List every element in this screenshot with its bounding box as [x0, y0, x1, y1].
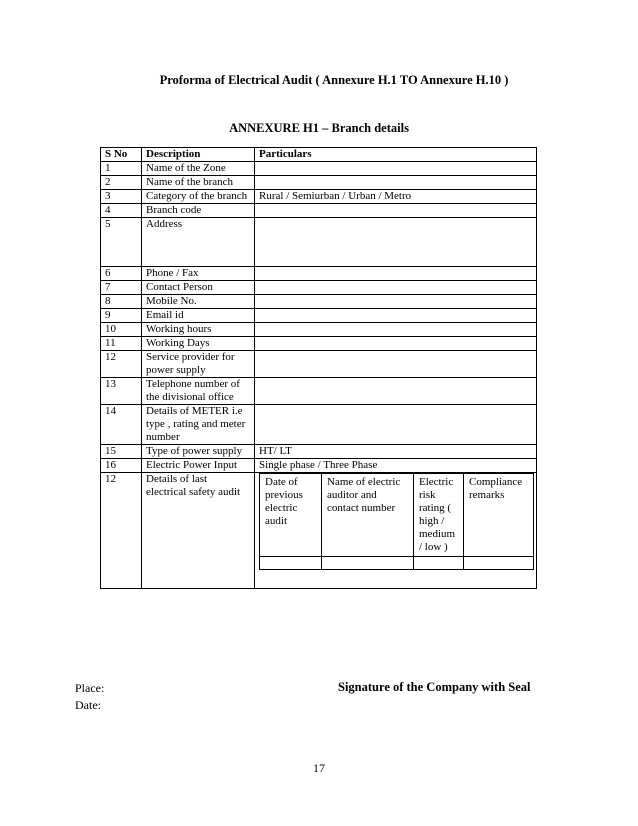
row-sno: 12: [101, 351, 142, 378]
row-description: Category of the branch: [142, 190, 255, 204]
table-row: [101, 190, 537, 204]
table-row: [101, 323, 537, 337]
row-sno: 3: [101, 190, 142, 204]
row-particulars[interactable]: [255, 309, 537, 323]
table-row: [101, 218, 537, 267]
row-particulars[interactable]: [255, 378, 537, 405]
table-row: [101, 459, 537, 473]
annexure-title: ANNEXURE H1 – Branch details: [229, 121, 409, 135]
column-header-description: Description: [142, 148, 255, 162]
row-description: Name of the branch: [142, 176, 255, 190]
row-description: Address: [142, 218, 255, 267]
row-sno: 5: [101, 218, 142, 267]
row-particulars[interactable]: [255, 351, 537, 378]
row-sno: 11: [101, 337, 142, 351]
table-row: [101, 351, 537, 378]
table-row: [101, 204, 537, 218]
column-header-sno: S No: [101, 148, 142, 162]
table-row: [101, 445, 537, 459]
row-description: Phone / Fax: [142, 267, 255, 281]
row-particulars[interactable]: [255, 337, 537, 351]
row-particulars[interactable]: HT/ LT: [255, 445, 537, 459]
row-particulars[interactable]: [255, 176, 537, 190]
row-sno: 12: [101, 473, 142, 589]
row-sno: 1: [101, 162, 142, 176]
table-row: [101, 267, 537, 281]
row-sno: 8: [101, 295, 142, 309]
row-description: Working hours: [142, 323, 255, 337]
row-description: Contact Person: [142, 281, 255, 295]
row-description: Email id: [142, 309, 255, 323]
row-description: Type of power supply: [142, 445, 255, 459]
row-description: Mobile No.: [142, 295, 255, 309]
audit-header-compliance: Compliance remarks: [464, 474, 534, 557]
audit-entry-risk-rating[interactable]: [414, 557, 464, 570]
branch-details-table: [100, 147, 537, 589]
document-title: Proforma of Electrical Audit ( Annexure H.1 TO Annexure H.10 ): [159, 73, 509, 87]
audit-header-auditor: Name of electric auditor and contact number: [322, 474, 414, 557]
row-particulars[interactable]: [255, 405, 537, 445]
audit-subtable: [259, 473, 534, 570]
table-row: [101, 281, 537, 295]
audit-entry-compliance[interactable]: [464, 557, 534, 570]
page-number: 17: [313, 761, 325, 775]
table-header-row: [101, 148, 537, 162]
row-particulars[interactable]: [255, 218, 537, 267]
row-sno: 10: [101, 323, 142, 337]
audit-header-risk-rating: Electric risk rating ( high / medium / low ): [414, 474, 464, 557]
row-description: Name of the Zone: [142, 162, 255, 176]
date-label: Date:: [75, 698, 101, 712]
place-label: Place:: [75, 681, 105, 695]
audit-entry-date[interactable]: [260, 557, 322, 570]
signature-label: Signature of the Company with Seal: [338, 680, 531, 694]
audit-header-date: Date of previous electric audit: [260, 474, 322, 557]
row-sno: 7: [101, 281, 142, 295]
row-particulars[interactable]: [255, 267, 537, 281]
audit-subtable-header-row: [260, 474, 534, 557]
row-description: Telephone number of the divisional office: [142, 378, 255, 405]
row-particulars[interactable]: [255, 204, 537, 218]
row-particulars[interactable]: Rural / Semiurban / Urban / Metro: [255, 190, 537, 204]
row-particulars[interactable]: [255, 281, 537, 295]
row-particulars[interactable]: Single phase / Three Phase: [255, 459, 537, 473]
row-sno: 13: [101, 378, 142, 405]
table-row: [101, 162, 537, 176]
row-sno: 15: [101, 445, 142, 459]
table-row: [101, 309, 537, 323]
table-row: [101, 405, 537, 445]
table-row: [101, 295, 537, 309]
row-sno: 9: [101, 309, 142, 323]
row-particulars[interactable]: [255, 295, 537, 309]
row-description: Branch code: [142, 204, 255, 218]
row-sno: 14: [101, 405, 142, 445]
place-date-block: [75, 680, 104, 714]
table-row: [101, 337, 537, 351]
audit-entry-auditor[interactable]: [322, 557, 414, 570]
table-row: [101, 176, 537, 190]
row-sno: 4: [101, 204, 142, 218]
audit-subtable-cell: [255, 473, 537, 589]
column-header-particulars: Particulars: [255, 148, 537, 162]
row-description: Electric Power Input: [142, 459, 255, 473]
row-particulars[interactable]: [255, 323, 537, 337]
row-particulars[interactable]: [255, 162, 537, 176]
row-sno: 2: [101, 176, 142, 190]
table-row: [101, 473, 537, 589]
row-description: Details of METER i.e type , rating and meter number: [142, 405, 255, 445]
table-row: [101, 378, 537, 405]
row-description: Working Days: [142, 337, 255, 351]
row-description: Service provider for power supply: [142, 351, 255, 378]
row-sno: 6: [101, 267, 142, 281]
row-description: Details of last electrical safety audit: [142, 473, 255, 589]
row-sno: 16: [101, 459, 142, 473]
audit-subtable-entry-row: [260, 557, 534, 570]
